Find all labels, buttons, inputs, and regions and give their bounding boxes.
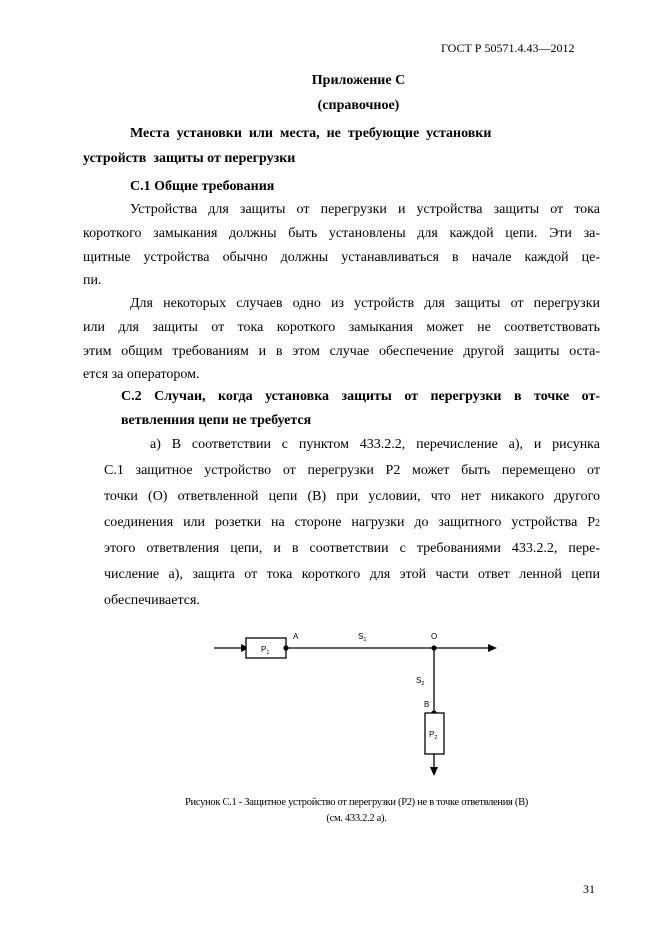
appendix-heading-line2: устройств защиты от перегрузки bbox=[83, 151, 296, 166]
text-line: Для некоторых случаев одно из устройств для защиты от перегрузки bbox=[130, 296, 600, 311]
figure-caption-line2: (см. 433.2.2 а). bbox=[326, 813, 387, 824]
text-line: обеспечивается. bbox=[104, 593, 200, 608]
text-line: С.1 защитное устройство от перегрузки Р2 может быть перемещено от bbox=[104, 463, 600, 478]
appendix-title: Приложение С bbox=[311, 73, 406, 88]
appendix-heading-line1: Места установки или места, не требующие установки bbox=[130, 126, 492, 141]
text-line: щитные устройства обычно должны устанавливаться в начале каждой це- bbox=[83, 250, 600, 265]
section2-heading-line1: С.2 Случаи, когда установка защиты от перегрузки в точке от- bbox=[121, 389, 600, 404]
p2-device bbox=[425, 713, 444, 754]
s2-label: $S_2$ bbox=[416, 676, 425, 687]
point-o-label: O bbox=[431, 632, 438, 641]
text-line: числение а), защита от тока короткого для этой части ответ ленной цепи bbox=[104, 567, 600, 582]
section2-heading-line2: ветвленния цепи не требуется bbox=[121, 413, 312, 428]
text-line: ется за оператором. bbox=[83, 367, 200, 382]
text-line: или для защиты от тока короткого замыкания может не соответствовать bbox=[83, 320, 600, 335]
circuit-diagram bbox=[205, 625, 505, 785]
text-line-main: соединения или розетки на стороне нагрузки до защитного устройства Р bbox=[104, 515, 595, 530]
text-line: короткого замыкания должны быть установлены для каждой цепи. Эти за- bbox=[83, 226, 600, 241]
page-number: 31 bbox=[583, 882, 595, 896]
text-line: этого ответвления цепи, и в соответствии с требованиями 433.2.2, пере- bbox=[104, 541, 600, 556]
output-arrow bbox=[488, 644, 497, 652]
section1-heading: С.1 Общие требования bbox=[130, 179, 275, 194]
point-b-label: B bbox=[424, 700, 430, 709]
p2-subscript: 2 bbox=[595, 518, 600, 529]
point-a-node bbox=[283, 645, 288, 650]
appendix-subtitle: (справочное) bbox=[317, 98, 400, 113]
text-line: пи. bbox=[83, 273, 102, 288]
p2-label: $P_2$ bbox=[429, 730, 438, 741]
text-line bbox=[104, 515, 600, 531]
input-arrow bbox=[214, 644, 249, 652]
s1-label: $S_1$ bbox=[358, 632, 367, 643]
p1-label: $P_1$ bbox=[261, 645, 270, 656]
point-a-label: A bbox=[293, 632, 299, 641]
figure-caption-line1: Рисунок С.1 - Защитное устройство от перегрузки (Р2) не в точке ответвления (В) bbox=[185, 797, 528, 808]
text-line: этим общим требованиям и в этом случае обеспечение другой защиты оста- bbox=[83, 344, 600, 359]
text-line: а) В соответствии с пунктом 433.2.2, перечисление а), и рисунка bbox=[150, 437, 600, 452]
text-line: Устройства для защиты от перегрузки и устройства защиты от тока bbox=[130, 202, 600, 217]
standard-number: ГОСТ Р 50571.4.43—2012 bbox=[441, 41, 575, 55]
text-line: точки (О) ответвленной цепи (В) при условии, что нет никакого другого bbox=[104, 489, 600, 504]
load-arrow bbox=[430, 767, 438, 776]
